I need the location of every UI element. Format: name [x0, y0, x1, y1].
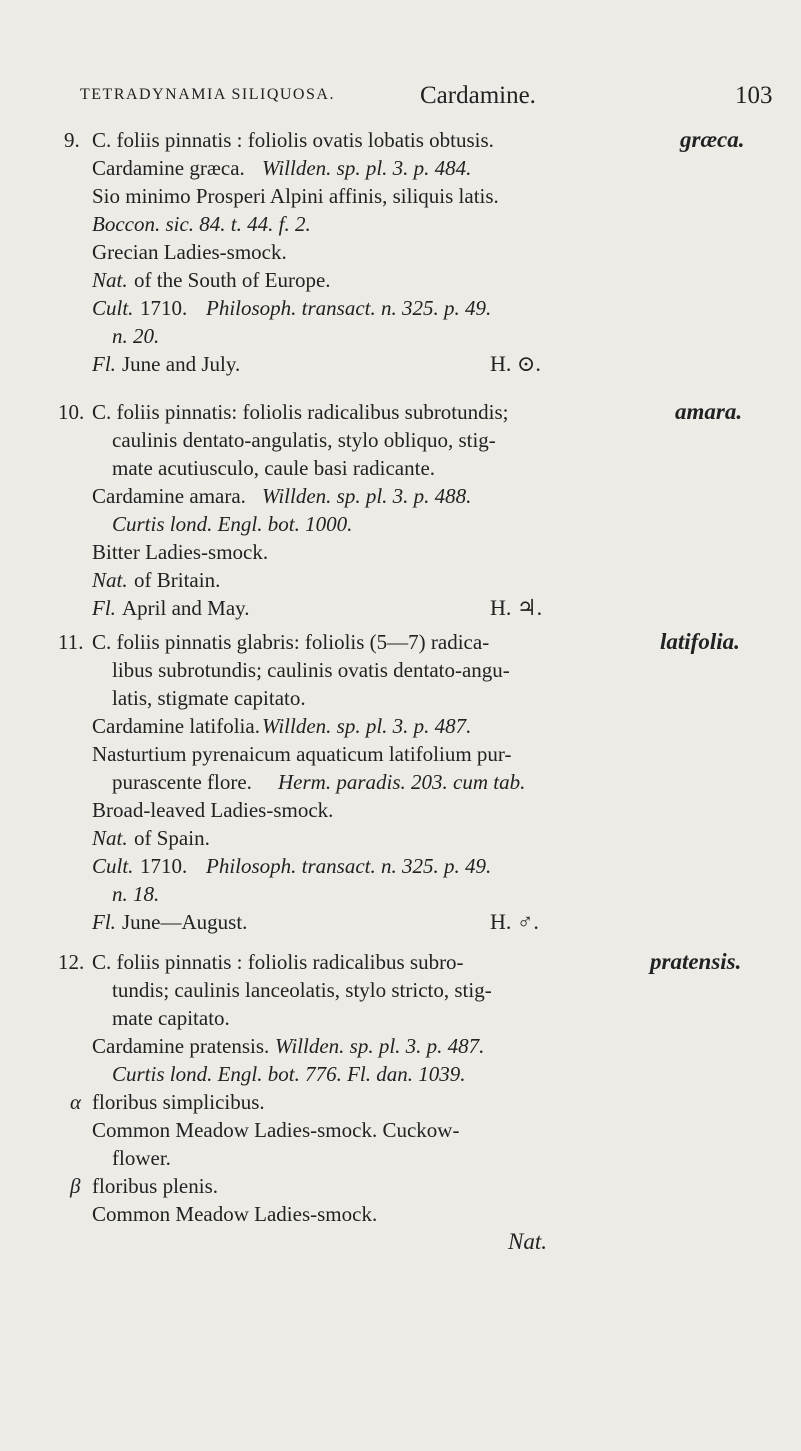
diagnosis-line: libus subrotundis; caulinis ovatis dentato-angu-	[112, 658, 510, 682]
diagnosis-line: mate capitato.	[112, 1006, 230, 1030]
synonym-name: Cardamine pratensis.	[92, 1034, 270, 1058]
common-name: Common Meadow Ladies-smock. Cuckow-	[92, 1118, 460, 1142]
species-epithet: latifolia.	[660, 629, 740, 654]
common-name: Grecian Ladies-smock.	[92, 240, 287, 264]
synonym-name: Cardamine græca.	[92, 156, 245, 180]
common-name: Common Meadow Ladies-smock.	[92, 1202, 378, 1226]
diagnosis-line: tundis; caulinis lanceolatis, stylo stricto, stig-	[112, 978, 492, 1002]
variety-alpha-mark: α	[70, 1090, 82, 1114]
reference: Philosoph. transact. n. 325. p. 49.	[206, 296, 492, 320]
running-head-genus: Cardamine.	[420, 82, 536, 109]
flowering-period: June—August.	[122, 910, 248, 934]
native-label: Nat.	[92, 568, 128, 592]
native-range: of the South of Europe.	[134, 268, 331, 292]
reference: Philosoph. transact. n. 325. p. 49.	[206, 854, 492, 878]
common-name: Bitter Ladies-smock.	[92, 540, 269, 564]
cultivation-label: Cult.	[92, 296, 134, 320]
variety-description: floribus plenis.	[92, 1174, 218, 1198]
native-range: of Britain.	[134, 568, 221, 592]
synonym-line: purascente flore.	[112, 770, 252, 794]
variety-beta-mark: β	[70, 1174, 81, 1198]
reference: Herm. paradis. 203. cum tab.	[278, 770, 526, 794]
native-label: Nat.	[92, 826, 128, 850]
reference: Curtis lond. Engl. bot. 1000.	[112, 512, 353, 536]
common-name: flower.	[112, 1146, 171, 1170]
running-head-class: TETRADYNAMIA SILIQUOSA.	[80, 86, 335, 103]
reference-number: n. 18.	[112, 882, 160, 906]
synonym-name: Cardamine latifolia.	[92, 714, 260, 738]
reference: Willden. sp. pl. 3. p. 487.	[275, 1034, 485, 1058]
variety-description: floribus simplicibus.	[92, 1090, 265, 1114]
native-range: of Spain.	[134, 826, 210, 850]
flowering-period: June and July.	[122, 352, 241, 376]
common-name: Broad-leaved Ladies-smock.	[92, 798, 334, 822]
reference: Willden. sp. pl. 3. p. 487.	[262, 714, 472, 738]
reference: Willden. sp. pl. 3. p. 488.	[262, 484, 472, 508]
synonym-name: Cardamine amara.	[92, 484, 246, 508]
diagnosis-line: mate acutiusculo, caule basi radicante.	[112, 456, 436, 480]
habit-symbol: H. ♂.	[490, 909, 539, 934]
page-number: 103	[735, 82, 773, 109]
reference-number: n. 20.	[112, 324, 160, 348]
flowering-label: Fl.	[92, 910, 116, 934]
cultivation-label: Cult.	[92, 854, 134, 878]
reference: Boccon. sic. 84. t. 44. f. 2.	[92, 212, 311, 236]
diagnosis-line: caulinis dentato-angulatis, stylo obliquo, stig-	[112, 428, 496, 452]
entry-number: 10.	[58, 400, 85, 424]
diagnosis-line: C. foliis pinnatis : foliolis ovatis lobatis obtusis.	[92, 128, 494, 152]
entry-number: 11.	[58, 630, 84, 654]
diagnosis-line: C. foliis pinnatis glabris: foliolis (5—7) radica-	[92, 630, 490, 654]
reference: Willden. sp. pl. 3. p. 484.	[262, 156, 472, 180]
reference: Curtis lond. Engl. bot. 776. Fl. dan. 1039.	[112, 1062, 466, 1086]
native-label: Nat.	[508, 1229, 547, 1254]
synonym-line: Sio minimo Prosperi Alpini affinis, siliquis latis.	[92, 184, 499, 208]
species-epithet: pratensis.	[650, 949, 742, 974]
habit-symbol: H. ⊙.	[490, 351, 541, 376]
flowering-label: Fl.	[92, 352, 116, 376]
running-head	[0, 82, 801, 116]
habit-symbol: H. ♃.	[490, 595, 543, 620]
flowering-period: April and May.	[122, 596, 250, 620]
diagnosis-line: C. foliis pinnatis : foliolis radicalibus subro-	[92, 950, 464, 974]
synonym-line: Nasturtium pyrenaicum aquaticum latifolium pur-	[92, 742, 512, 766]
entry-number: 9.	[64, 128, 80, 152]
native-label: Nat.	[92, 268, 128, 292]
cultivation-year: 1710.	[140, 296, 188, 320]
diagnosis-line: latis, stigmate capitato.	[112, 686, 306, 710]
flowering-label: Fl.	[92, 596, 116, 620]
entry-number: 12.	[58, 950, 85, 974]
species-epithet: græca.	[680, 127, 745, 152]
diagnosis-line: C. foliis pinnatis: foliolis radicalibus subrotundis;	[92, 400, 509, 424]
species-epithet: amara.	[675, 399, 743, 424]
cultivation-year: 1710.	[140, 854, 188, 878]
